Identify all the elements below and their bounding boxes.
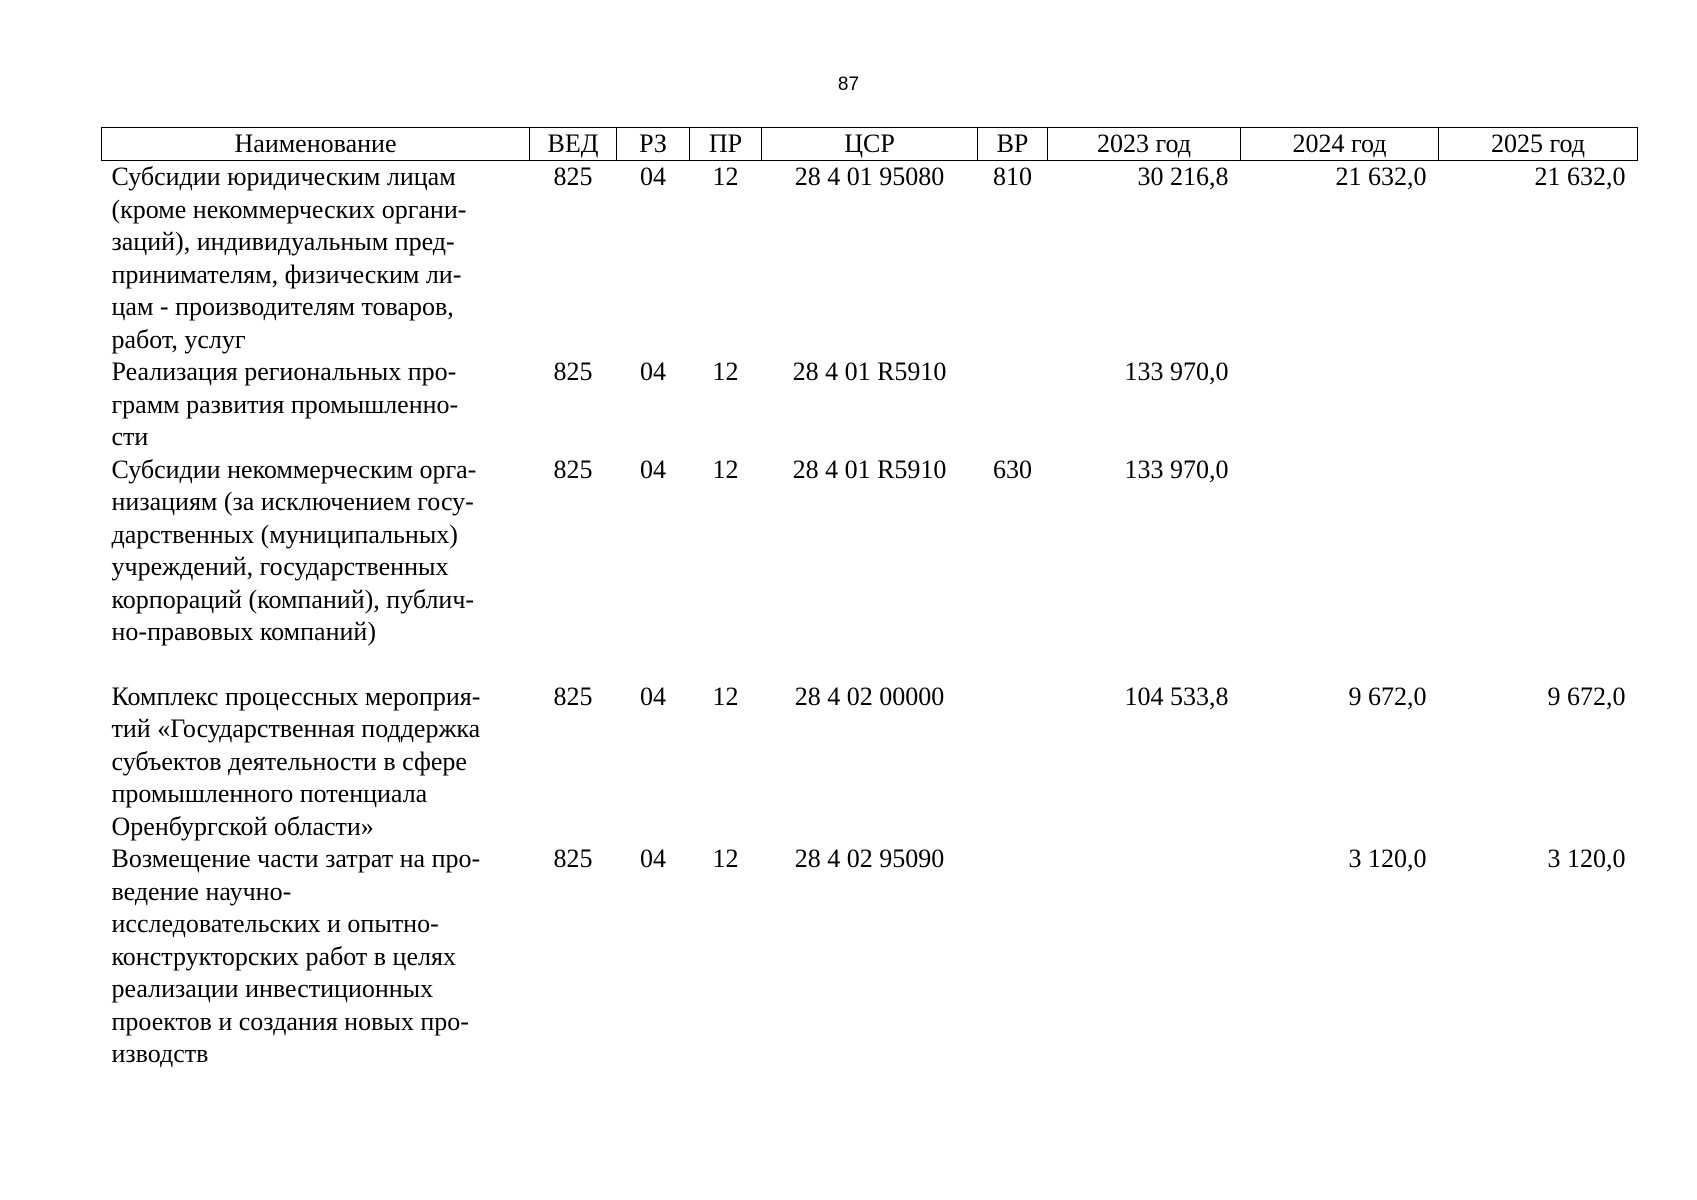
row-csr: 28 4 01 R5910 [792,454,947,484]
row-name-line: Комплекс процессных мероприя- [111,681,481,711]
row-csr: 28 4 01 95080 [794,162,945,191]
row-name-line: субъектов деятельности в сфере [111,746,467,776]
row-name-line: Оренбургской области» [111,811,374,841]
row-2025: 21 632,0 [1534,162,1626,191]
row-name-line: Субсидии некоммерческим орга- [111,454,477,484]
header-vr: ВР [978,128,1048,161]
row-rz: 04 [640,162,666,191]
row-name [102,843,530,1071]
row-name [102,681,530,844]
row-name [102,161,530,357]
row-ved: 825 [553,681,593,711]
row-pr: 12 [712,681,739,711]
header-ved: ВЕД [530,128,617,161]
budget-table [101,127,1638,1071]
header-rz: РЗ [617,128,690,161]
row-2025: 3 120,0 [1547,844,1626,873]
row-name-line: сти [111,422,149,451]
table-header-row [102,128,1638,161]
row-2025 [1439,454,1638,681]
row-name-line: проектов и создания новых про- [111,1006,469,1036]
row-vr [978,681,1048,844]
row-2024: 3 120,0 [1348,844,1427,873]
row-name-line: грамм развития промышленно- [111,389,459,419]
row-pr: 12 [712,454,739,484]
row-name-line: Реализация региональных про- [111,357,457,386]
row-name-line: дарственных (муниципальных) [111,519,458,549]
table-row [102,681,1638,844]
header-2024: 2024 год [1241,128,1439,161]
row-name-line: реализации инвестиционных [111,974,434,1003]
row-2023: 104 533,8 [1124,681,1229,711]
row-name-line: тий «Государственная поддержка [111,714,481,743]
header-2023: 2023 год [1048,128,1241,161]
table-row [102,454,1638,681]
row-name-line: учреждений, государственных [111,552,449,581]
row-2023: 30 216,8 [1137,162,1229,191]
table-row [102,843,1638,1071]
row-csr: 28 4 02 00000 [794,681,945,711]
row-rz: 04 [640,357,666,386]
row-name-line: но-правовых компаний) [111,617,376,646]
row-2024 [1241,356,1439,454]
row-rz: 04 [640,681,666,711]
page-number: 87 [837,74,860,95]
row-name-line: цам - производителям товаров, [111,292,454,321]
table-row [102,356,1638,454]
row-2024: 21 632,0 [1335,162,1427,191]
row-vr [978,843,1048,1071]
header-name: Наименование [102,128,530,161]
row-2025: 9 672,0 [1547,681,1626,711]
row-2023: 133 970,0 [1124,357,1229,386]
row-name-line: конструкторских работ в целях [111,941,456,971]
row-name-line: изводств [111,1039,209,1068]
row-name-line: принимателям, физическим ли- [111,259,462,289]
row-name-line: работ, услуг [111,324,246,354]
row-ved: 825 [553,357,593,386]
row-ved: 825 [553,454,593,484]
row-name-line: исследовательских и опытно- [111,909,439,938]
row-name-line: корпораций (компаний), публич- [111,584,475,614]
row-2023 [1048,843,1241,1071]
header-csr: ЦСР [762,128,978,161]
row-pr: 12 [712,357,739,386]
row-pr: 12 [712,844,739,873]
row-ved: 825 [553,844,593,873]
row-name-line: Возмещение части затрат на про- [111,844,481,873]
row-2024: 9 672,0 [1348,681,1427,711]
row-name-line: низациям (за исключением госу- [111,487,474,516]
row-csr: 28 4 01 R5910 [792,357,947,386]
header-pr: ПР [690,128,762,161]
row-name-line: (кроме некоммерческих органи- [111,194,467,224]
row-vr: 630 [993,454,1032,484]
row-2023: 133 970,0 [1124,454,1229,484]
row-name-line: Субсидии юридическим лицам [111,162,456,191]
row-rz: 04 [640,454,666,484]
row-name [102,454,530,681]
row-ved: 825 [553,162,593,191]
row-name-line: ведение научно- [111,876,292,906]
row-csr: 28 4 02 95090 [794,844,945,873]
row-rz: 04 [640,844,666,873]
row-name-line: заций), индивидуальным пред- [111,227,455,256]
row-2025 [1439,356,1638,454]
header-2025: 2025 год [1439,128,1638,161]
row-name-line: промышленного потенциала [111,779,428,808]
row-name [102,356,530,454]
table-row [102,161,1638,357]
row-vr: 810 [993,162,1032,191]
row-pr: 12 [712,162,739,191]
row-vr [978,356,1048,454]
row-2024 [1241,454,1439,681]
